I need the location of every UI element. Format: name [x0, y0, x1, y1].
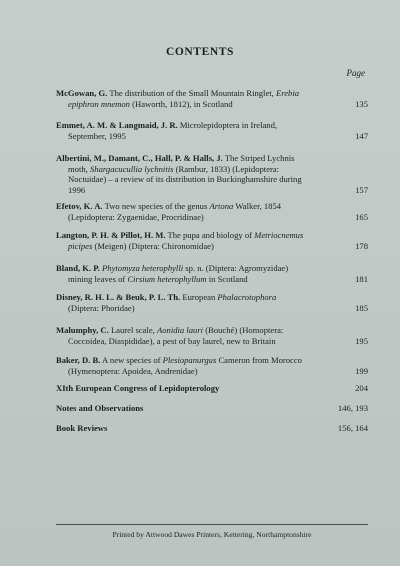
entry-line: [56, 366, 332, 377]
entry-line: [56, 274, 332, 285]
toc-entry-bland[interactable]: [56, 263, 368, 284]
entry-species: Aonidia lauri: [157, 325, 204, 335]
entry-line: [56, 88, 332, 99]
entry-line: [56, 292, 332, 303]
entry-title-part: (Lepidoptera: Zygaenidae, Procridinae): [68, 211, 204, 222]
entry-authors: Emmet, A. M. & Langmaid, J. R.: [56, 120, 178, 130]
entry-page-number: 181: [355, 273, 368, 284]
entry-species: Erebia: [275, 88, 300, 98]
entry-page-number: 178: [355, 240, 368, 251]
entry-title-part: mining leaves of: [68, 273, 126, 284]
entry-authors: Albertini, M., Damant, C., Hall, P. & Halls, J.: [56, 153, 223, 163]
entry-page-number: 165: [355, 211, 368, 222]
entry-species: Shargacucullia lychnitis: [89, 163, 174, 174]
entry-line: [56, 355, 332, 366]
entry-title-part: (Hymenoptera: Apoidea, Andrenidae): [68, 365, 198, 376]
toc-entry-malumphy[interactable]: [56, 325, 368, 346]
entry-title-part: The Striped Lychnis: [224, 153, 295, 163]
entry-line: [56, 336, 332, 347]
entry-line: [56, 99, 332, 110]
entry-title-part: European: [182, 292, 216, 302]
entry-title-part: 1996: [68, 184, 86, 195]
toc-entry-efetov[interactable]: [56, 201, 368, 222]
entry-title: XIth European Congress of Lepidopterology: [56, 383, 220, 393]
toc-entry-mcgowan[interactable]: [56, 88, 368, 109]
entry-species: Phalacrotophora: [217, 292, 277, 302]
toc-entry-emmet[interactable]: [56, 120, 368, 141]
entry-page-number: 146, 193: [337, 403, 368, 413]
entry-line: [56, 212, 332, 223]
entry-page-number: 195: [355, 335, 368, 346]
entry-page-number: 135: [355, 98, 368, 109]
toc-entry-baker[interactable]: [56, 355, 368, 376]
entry-title: Notes and Observations: [56, 403, 144, 413]
entry-title-part: Microlepidoptera in Ireland,: [179, 120, 278, 130]
entry-title-part: in Scotland: [208, 273, 248, 284]
entry-title-part: (Rambur, 1833) (Lepidoptera:: [175, 163, 280, 174]
entry-line: [56, 153, 332, 164]
entry-title-part: (Diptera: Phoridae): [68, 302, 135, 313]
entry-title-part: Laurel scale,: [110, 325, 155, 335]
entry-species: Plesiopanurgus: [162, 355, 217, 365]
toc-entry-disney[interactable]: [56, 292, 368, 313]
entry-authors: Bland, K. P.: [56, 263, 100, 273]
entry-authors: McGowan, G.: [56, 88, 108, 98]
entry-title-part: Walker, 1854: [235, 201, 282, 211]
entry-page-number: 204: [355, 383, 368, 393]
entry-species: epiphron mnemon: [68, 98, 130, 109]
entry-line: [56, 174, 332, 185]
entry-title-part: A new species of: [102, 355, 161, 365]
entry-species: picipes: [68, 240, 93, 251]
entry-species: Cirsium heterophyllum: [127, 273, 207, 284]
entry-line: [56, 201, 332, 212]
toc-entry-albertini[interactable]: [56, 153, 368, 195]
footer-divider: [56, 524, 368, 525]
entry-line: [56, 325, 332, 336]
entry-title-part: September, 1995: [68, 130, 126, 141]
entry-authors: Efetov, K. A.: [56, 201, 103, 211]
printer-credit: Printed by Attwood Dawes Printers, Kettering, Northamptonshire: [112, 530, 312, 539]
toc-entry-book-reviews[interactable]: [56, 423, 368, 434]
entry-page-number: 156, 164: [337, 423, 368, 433]
entry-title-part: (Haworth, 1812), in Scotland: [132, 98, 233, 109]
toc-entry-langton[interactable]: [56, 230, 368, 251]
entry-title-part: The pupa and biology of: [167, 230, 252, 240]
entry-authors: Baker, D. B.: [56, 355, 101, 365]
entry-species: Phytomyza heterophylli: [102, 263, 184, 273]
page-title: CONTENTS: [165, 46, 235, 58]
entry-line: [56, 164, 332, 175]
entry-species: Artona: [209, 201, 234, 211]
entry-line: [56, 263, 332, 274]
entry-authors: Langton, P. H. & Pillot, H. M.: [56, 230, 166, 240]
entry-page-number: 199: [355, 365, 368, 376]
entry-title-part: (Bouché) (Homoptera:: [205, 325, 284, 335]
entry-authors: Malumphy, C.: [56, 325, 109, 335]
entry-title: Book Reviews: [56, 423, 108, 433]
entry-title-part: Cameron from Morocco: [218, 355, 302, 365]
entry-line: [56, 230, 332, 241]
entry-title-part: Two new species of the genus: [104, 201, 208, 211]
toc-entry-congress[interactable]: [56, 383, 368, 394]
entry-title-part: (Meigen) (Diptera: Chironomidae): [94, 240, 214, 251]
entry-title-part: sp. n. (Diptera: Agromyzidae): [185, 263, 289, 273]
page-column-label: Page: [346, 68, 365, 78]
entry-line: [56, 120, 332, 131]
entry-page-number: 147: [355, 130, 368, 141]
entry-line: [56, 241, 332, 252]
entry-page-number: 185: [355, 302, 368, 313]
entry-authors: Disney, R. H. L. & Beuk, P. L. Th.: [56, 292, 181, 302]
entry-species: Metriocnemus: [254, 230, 304, 240]
entry-line: [56, 185, 332, 196]
toc-entry-notes[interactable]: [56, 403, 368, 414]
entry-title-part: The distribution of the Small Mountain Ringlet,: [109, 88, 274, 98]
entry-page-number: 157: [355, 184, 368, 195]
entry-title-part: Coccoidea, Diaspididae), a pest of bay laurel, new to Britain: [68, 335, 276, 346]
entry-title-part: Noctuidae) – a review of its distribution in Buckinghamshire during: [68, 174, 302, 185]
entry-title-part: moth,: [68, 163, 88, 174]
entry-line: [56, 131, 332, 142]
entry-line: [56, 303, 332, 314]
